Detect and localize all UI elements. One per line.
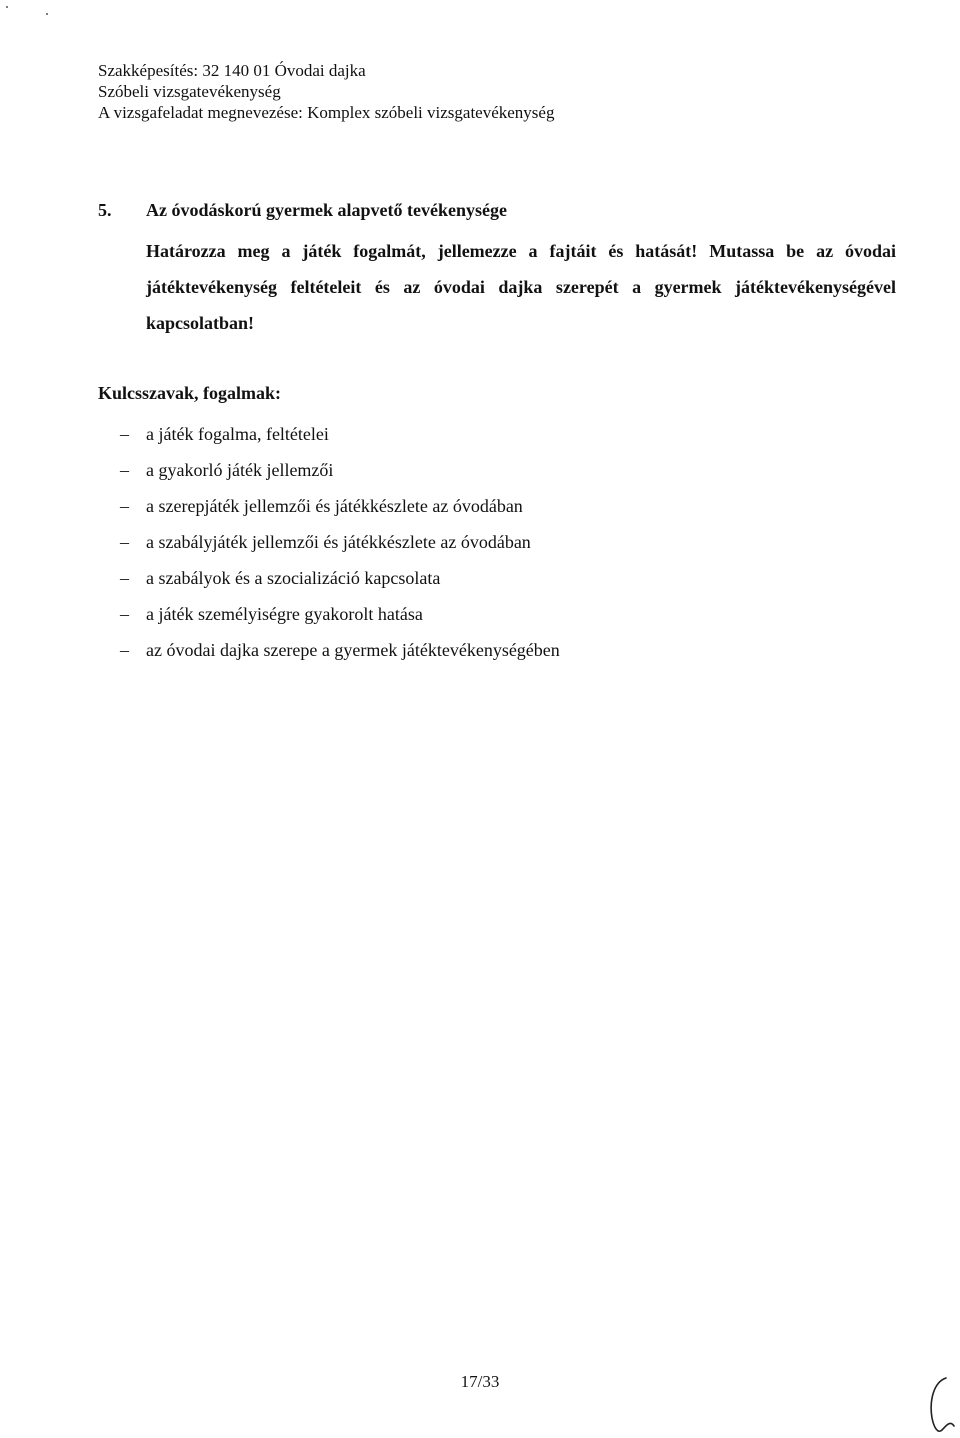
keywords-title: Kulcsszavak, fogalmak: <box>98 383 282 403</box>
task-description: Határozza meg a játék fogalmát, jellemezze a fajtáit és hatását! Mutassa be az óvodai játéktevékenység feltételeit és az óvodai dajka szerepét a gyermek játéktevékenységével kapcsolatban! <box>146 241 896 333</box>
list-dash: – <box>120 603 129 624</box>
list-dash: – <box>120 423 129 444</box>
list-item-text: a szerepjáték jellemzői és játékkészlete az óvodában <box>146 495 523 516</box>
list-item-text: az óvodai dajka szerepe a gyermek játéktevékenységében <box>146 639 560 660</box>
header-exam-activity: Szóbeli vizsgatevékenység <box>98 82 281 101</box>
list-item <box>98 560 898 596</box>
keywords-list <box>98 416 898 668</box>
keywords-section <box>98 383 898 668</box>
scan-speck <box>6 6 8 8</box>
list-item <box>98 524 898 560</box>
document-header <box>98 60 554 123</box>
list-dash: – <box>120 639 129 660</box>
page-number: 17/33 <box>460 1372 500 1391</box>
list-item-text: a játék fogalma, feltételei <box>146 423 329 444</box>
list-item <box>98 416 898 452</box>
list-item <box>98 596 898 632</box>
header-task-name: A vizsgafeladat megnevezése: Komplex szóbeli vizsgatevékenység <box>98 103 555 122</box>
handwritten-initial-mark <box>926 1368 956 1438</box>
task-title: Az óvodáskorú gyermek alapvető tevékenysége <box>146 200 507 220</box>
list-item-text: a gyakorló játék jellemzői <box>146 459 334 480</box>
scan-speck <box>46 13 48 15</box>
list-dash: – <box>120 531 129 552</box>
header-qualification: Szakképesítés: 32 140 01 Óvodai dajka <box>98 61 366 80</box>
task-title-row <box>98 200 898 221</box>
list-item-text: a szabályok és a szocializáció kapcsolata <box>146 567 441 588</box>
list-dash: – <box>120 495 129 516</box>
task-number: 5. <box>98 200 112 220</box>
list-item-text: a szabályjáték jellemzői és játékkészlete az óvodában <box>146 531 531 552</box>
task-section <box>98 200 898 341</box>
list-item <box>98 488 898 524</box>
list-dash: – <box>120 459 129 480</box>
list-item <box>98 452 898 488</box>
list-item <box>98 632 898 668</box>
list-dash: – <box>120 567 129 588</box>
list-item-text: a játék személyiségre gyakorolt hatása <box>146 603 423 624</box>
